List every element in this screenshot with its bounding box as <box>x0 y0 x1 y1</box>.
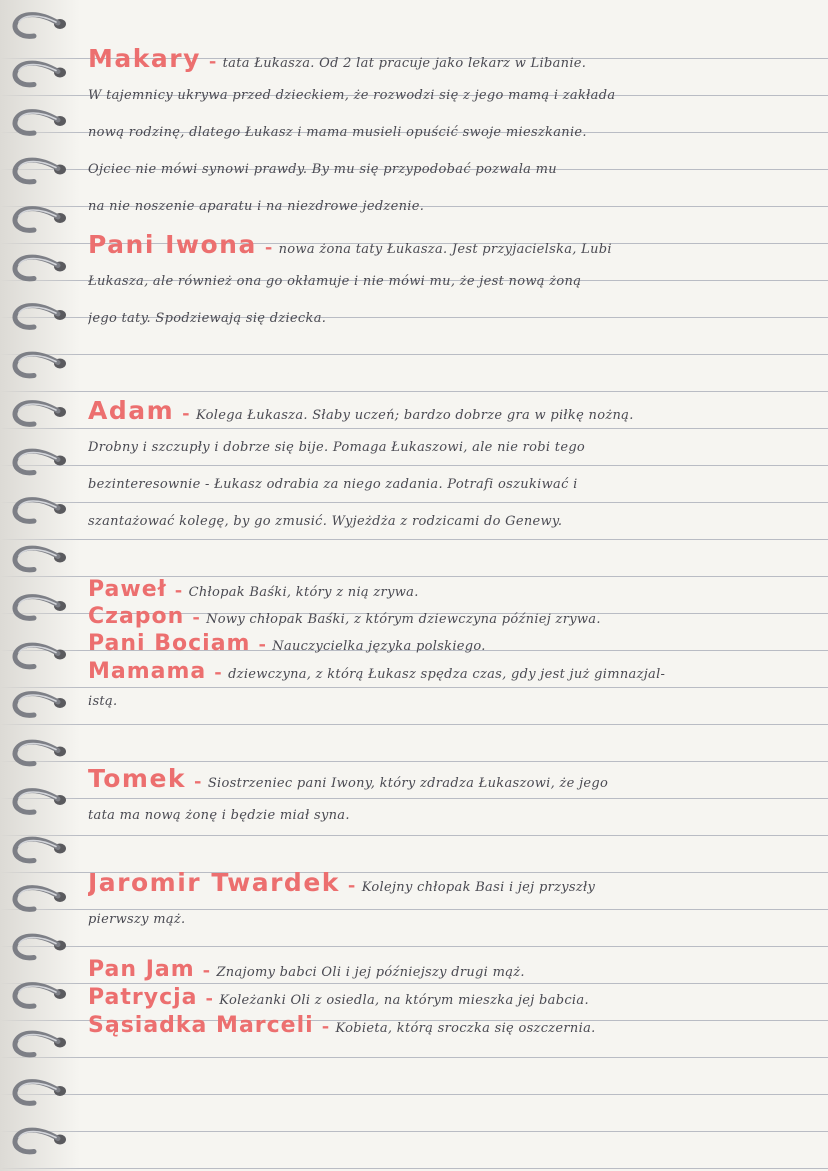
entry-line <box>88 760 814 797</box>
entry-line: W tajemnicy ukrywa przed dzieckiem, że rozwodzi się z jego mamą i zakłada <box>88 88 616 103</box>
spiral-ring <box>15 791 66 813</box>
spiral-ring <box>15 839 66 861</box>
dash: - <box>192 607 201 628</box>
entry-line <box>88 603 814 630</box>
spiral-ring <box>15 936 66 958</box>
character-name: Paweł <box>88 577 167 602</box>
entry-jaromir-twardek <box>88 864 814 938</box>
entry-line: na nie noszenie aparatu i na niezdrowe jedzenie. <box>88 199 425 214</box>
entry-text: nowa żona taty Łukasza. Jest przyjacielska, Lubi <box>278 242 612 257</box>
spiral-ring <box>15 306 66 328</box>
entry-line: tata ma nową żonę i będzie miał syna. <box>88 808 350 823</box>
spiral-binding <box>0 0 80 1171</box>
spiral-ring <box>15 1130 66 1152</box>
entry-czapon <box>88 603 814 630</box>
spiral-ring <box>15 403 66 425</box>
character-name: Pani Iwona <box>88 230 257 259</box>
entry-line <box>88 864 814 901</box>
character-name: Adam <box>88 396 175 425</box>
entry-text: Kolega Łukasza. Słaby uczeń; bardzo dobrze gra w piłkę nożną. <box>195 408 634 423</box>
spiral-ring <box>15 742 66 764</box>
spiral-ring <box>15 354 66 376</box>
entry-tomek <box>88 760 814 834</box>
dash: - <box>258 634 267 655</box>
entry-line: pierwszy mąż. <box>88 912 186 927</box>
spiral-ring <box>15 63 66 85</box>
dash: - <box>347 875 356 896</box>
entry-pani-iwona <box>88 226 814 337</box>
dash: - <box>202 960 211 981</box>
entry-line: Ojciec nie mówi synowi prawdy. By mu się przypodobać pozwala mu <box>88 162 557 177</box>
spiral-ring <box>15 160 66 182</box>
entry-text: Chłopak Baśki, który z nią zrywa. <box>188 585 419 600</box>
entry-line <box>88 657 814 687</box>
entry-line <box>88 392 814 429</box>
entry-line <box>88 956 814 984</box>
entry-patrycja <box>88 984 814 1012</box>
dash: - <box>321 1016 330 1037</box>
entry-pawel <box>88 576 814 603</box>
entry-line: Łukasza, ale również ona go okłamuje i nie mówi mu, że jest nową żoną <box>88 274 582 289</box>
dash: - <box>208 51 217 72</box>
entry-sasiadka-marceli <box>88 1012 814 1040</box>
spiral-ring <box>15 694 66 716</box>
entry-text: Siostrzeniec pani Iwony, który zdradza Łukaszowi, że jego <box>207 776 609 791</box>
character-name: Czapon <box>88 604 185 629</box>
entry-text: Znajomy babci Oli i jej późniejszy drugi mąż. <box>216 965 525 980</box>
character-name: Tomek <box>88 764 187 793</box>
entry-line <box>88 1012 814 1040</box>
dash: - <box>174 580 183 601</box>
spiral-ring <box>15 112 66 134</box>
entry-line <box>88 630 814 657</box>
character-name: Mamama <box>88 659 207 684</box>
entry-line <box>88 576 814 603</box>
entry-line: nową rodzinę, dlatego Łukasz i mama musieli opuścić swoje mieszkanie. <box>88 125 587 140</box>
entry-adam <box>88 392 814 540</box>
spiral-ring <box>15 888 66 910</box>
spiral-ring <box>15 1033 66 1055</box>
entry-line: Drobny i szczupły i dobrze się bije. Pomaga Łukaszowi, ale nie robi tego <box>88 440 586 455</box>
dash: - <box>264 237 273 258</box>
entry-text: Kolejny chłopak Basi i jej przyszły <box>361 880 596 895</box>
spiral-ring <box>15 1082 66 1104</box>
character-name: Sąsiadka Marceli <box>88 1013 314 1038</box>
entry-line: bezinteresownie - Łukasz odrabia za niego zadania. Potrafi oszukiwać i <box>88 477 578 492</box>
dash: - <box>205 988 214 1009</box>
entry-line: istą. <box>88 694 118 709</box>
spiral-ring <box>15 257 66 279</box>
spiral-ring <box>15 209 66 231</box>
entry-pan-jam <box>88 956 814 984</box>
spiral-ring <box>15 15 66 37</box>
entry-line: jego taty. Spodziewają się dziecka. <box>88 311 327 326</box>
spiral-ring <box>15 597 66 619</box>
dash: - <box>194 771 202 792</box>
entry-text: tata Łukasza. Od 2 lat pracuje jako lekarz w Libanie. <box>222 56 587 71</box>
entry-text: Kobieta, którą sroczka się oszczernia. <box>335 1021 596 1036</box>
entry-line <box>88 40 814 77</box>
entry-pani-bociam <box>88 630 814 657</box>
character-name: Pan Jam <box>88 957 195 982</box>
spiral-ring <box>15 500 66 522</box>
dash: - <box>214 662 223 683</box>
entry-line <box>88 226 814 263</box>
entry-text: Nowy chłopak Baśki, z którym dziewczyna później zrywa. <box>206 612 601 627</box>
character-name: Patrycja <box>88 985 198 1010</box>
entry-text: Nauczycielka języka polskiego. <box>272 639 486 654</box>
entry-line <box>88 984 814 1012</box>
spiral-ring <box>15 548 66 570</box>
character-name: Jaromir Twardek <box>88 868 340 897</box>
dash: - <box>182 403 190 424</box>
entry-makary <box>88 40 814 225</box>
character-name: Pani Bociam <box>88 631 251 656</box>
spiral-ring <box>15 451 66 473</box>
spiral-ring <box>15 985 66 1007</box>
spiral-ring <box>15 645 66 667</box>
character-name: Makary <box>88 44 201 73</box>
entry-line: szantażować kolegę, by go zmusić. Wyjeżdża z rodzicami do Genewy. <box>88 514 563 529</box>
entry-text: Koleżanki Oli z osiedla, na którym mieszka jej babcia. <box>219 993 589 1008</box>
entry-mamama <box>88 657 814 717</box>
entry-text: dziewczyna, z którą Łukasz spędza czas, gdy jest już gimnazjal- <box>228 667 666 682</box>
